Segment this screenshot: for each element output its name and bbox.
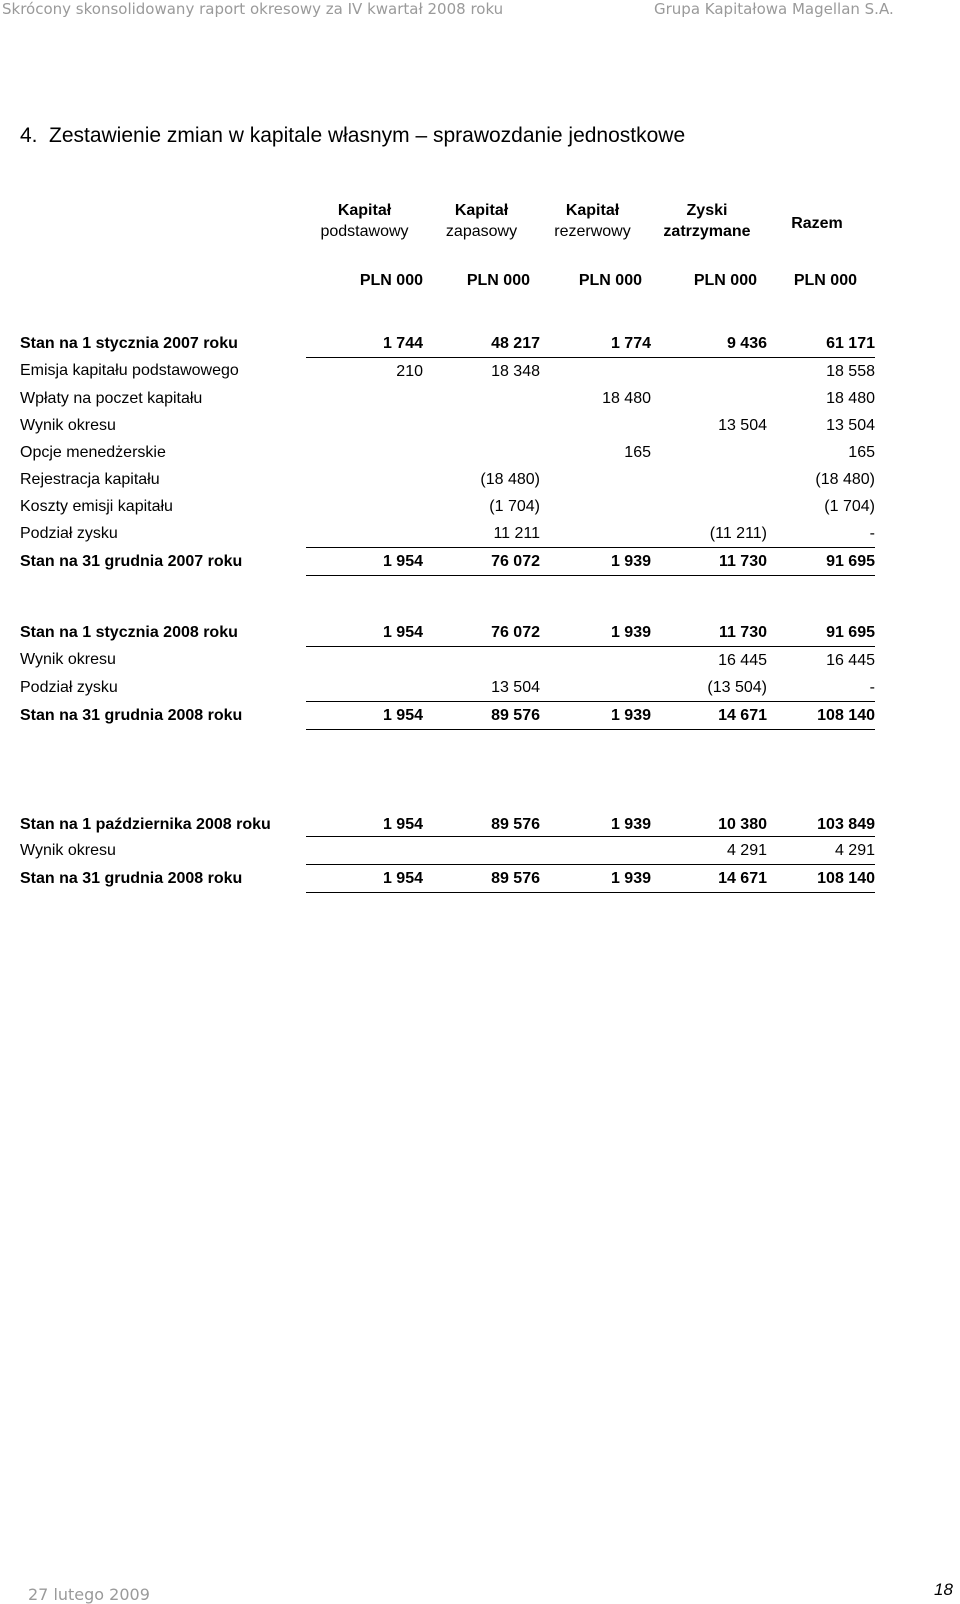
cell-value: 1 939 bbox=[540, 548, 651, 576]
cell-value bbox=[651, 493, 767, 520]
row-label: Podział zysku bbox=[20, 678, 118, 696]
cell-value: 76 072 bbox=[423, 619, 540, 647]
footer-date: 27 lutego 2009 bbox=[28, 1585, 150, 1604]
cell-value bbox=[540, 674, 651, 702]
cell-value: 89 576 bbox=[423, 790, 540, 837]
cell-value bbox=[540, 837, 651, 865]
cell-value bbox=[306, 466, 423, 493]
row-label: Stan na 1 stycznia 2008 roku bbox=[20, 623, 238, 641]
table-row bbox=[20, 466, 875, 493]
cell-value bbox=[651, 358, 767, 386]
table-row bbox=[20, 837, 875, 865]
cell-value bbox=[423, 385, 540, 412]
cell-value: 1 954 bbox=[306, 548, 423, 576]
section-title-text: Zestawienie zmian w kapitale własnym – sprawozdanie jednostkowe bbox=[49, 124, 686, 147]
cell-value: 1 954 bbox=[306, 865, 423, 893]
running-header bbox=[0, 0, 960, 24]
cell-value: 76 072 bbox=[423, 548, 540, 576]
cell-value: 103 849 bbox=[767, 790, 875, 837]
row-label: Koszty emisji kapitału bbox=[20, 497, 173, 515]
table-row bbox=[20, 790, 875, 837]
cell-value: 1 939 bbox=[540, 702, 651, 730]
cell-value: 1 954 bbox=[306, 619, 423, 647]
cell-value: 18 348 bbox=[491, 362, 540, 380]
row-label: Stan na 31 grudnia 2008 roku bbox=[20, 706, 243, 724]
cell-value: 4 291 bbox=[767, 837, 875, 865]
cell-value bbox=[306, 493, 423, 520]
col-header-razem: Razem bbox=[791, 215, 843, 232]
row-label: Stan na 31 grudnia 2008 roku bbox=[20, 869, 243, 887]
cell-value: 89 576 bbox=[423, 702, 540, 730]
cell-value: 16 445 bbox=[826, 651, 875, 669]
cell-value: 18 480 bbox=[602, 389, 651, 407]
cell-value bbox=[540, 358, 651, 386]
cell-value: 1 954 bbox=[306, 790, 423, 837]
cell-value: (11 211) bbox=[651, 520, 767, 548]
cell-value bbox=[306, 674, 423, 702]
equity-table-2007 bbox=[20, 330, 875, 576]
cell-value bbox=[540, 520, 651, 548]
cell-value: 16 445 bbox=[718, 651, 767, 669]
cell-value: 89 576 bbox=[423, 865, 540, 893]
cell-value: 18 558 bbox=[826, 362, 875, 380]
cell-value: 48 217 bbox=[423, 330, 540, 358]
cell-value: (18 480) bbox=[815, 470, 875, 488]
cell-value: 165 bbox=[624, 443, 651, 461]
table-row bbox=[20, 520, 875, 548]
table-row bbox=[20, 647, 875, 675]
row-label: Stan na 1 stycznia 2007 roku bbox=[20, 334, 238, 352]
table-row bbox=[20, 702, 875, 730]
row-label: Stan na 31 grudnia 2007 roku bbox=[20, 552, 243, 570]
cell-value bbox=[423, 837, 540, 865]
cell-value: 1 939 bbox=[540, 865, 651, 893]
row-label: Wynik okresu bbox=[20, 416, 116, 434]
cell-value: 1 939 bbox=[540, 790, 651, 837]
cell-value bbox=[306, 647, 423, 675]
col-unit-5: PLN 000 bbox=[793, 272, 857, 289]
header-report-title: Skrócony skonsolidowany raport okresowy za IV kwartał 2008 roku bbox=[2, 0, 504, 18]
cell-value: 14 671 bbox=[651, 702, 767, 730]
cell-value: 11 211 bbox=[423, 520, 540, 548]
cell-value bbox=[651, 439, 767, 466]
cell-value bbox=[540, 493, 651, 520]
table-row bbox=[20, 619, 875, 647]
col-unit-2: PLN 000 bbox=[466, 272, 530, 289]
col-header-kapital-rezerwowy: Kapitał rezerwowy bbox=[554, 202, 631, 240]
table-row bbox=[20, 548, 875, 576]
cell-value bbox=[306, 412, 423, 439]
row-label: Stan na 1 października 2008 roku bbox=[20, 815, 271, 833]
cell-value: 4 291 bbox=[651, 837, 767, 865]
section-number: 4. bbox=[20, 124, 38, 147]
equity-table-q4-2008 bbox=[20, 790, 875, 893]
cell-value: 1 939 bbox=[540, 619, 651, 647]
table-row bbox=[20, 358, 875, 386]
col-header-zyski-zatrzymane: Zyski zatrzymane bbox=[663, 202, 751, 240]
cell-value: 108 140 bbox=[767, 865, 875, 893]
header-company: Grupa Kapitałowa Magellan S.A. bbox=[654, 0, 894, 18]
table-row bbox=[20, 439, 875, 466]
table-row bbox=[20, 865, 875, 893]
section-title bbox=[20, 124, 940, 148]
cell-value: 14 671 bbox=[651, 865, 767, 893]
row-label: Opcje menedżerskie bbox=[20, 443, 166, 461]
cell-value bbox=[306, 520, 423, 548]
cell-value bbox=[540, 647, 651, 675]
cell-value bbox=[306, 439, 423, 466]
cell-value: (13 504) bbox=[651, 674, 767, 702]
cell-value: 91 695 bbox=[767, 619, 875, 647]
cell-value: 108 140 bbox=[767, 702, 875, 730]
table-row bbox=[20, 412, 875, 439]
cell-value: 165 bbox=[848, 443, 875, 461]
cell-value: - bbox=[767, 674, 875, 702]
cell-value: 13 504 bbox=[826, 416, 875, 434]
cell-value: - bbox=[767, 520, 875, 548]
cell-value: (1 704) bbox=[824, 497, 875, 515]
row-label: Wynik okresu bbox=[20, 841, 116, 859]
table-row bbox=[20, 493, 875, 520]
row-label: Wynik okresu bbox=[20, 651, 116, 669]
cell-value: 9 436 bbox=[651, 330, 767, 358]
cell-value bbox=[423, 647, 540, 675]
cell-value: 11 730 bbox=[651, 548, 767, 576]
row-label: Rejestracja kapitału bbox=[20, 470, 160, 488]
cell-value: 61 171 bbox=[767, 330, 875, 358]
cell-value: 91 695 bbox=[767, 548, 875, 576]
cell-value: 210 bbox=[396, 362, 423, 380]
cell-value: 13 504 bbox=[718, 416, 767, 434]
col-unit-3: PLN 000 bbox=[578, 272, 642, 289]
equity-table-2008 bbox=[20, 619, 875, 730]
table-row bbox=[20, 330, 875, 358]
row-label: Emisja kapitału podstawowego bbox=[20, 362, 239, 380]
cell-value: 1 774 bbox=[540, 330, 651, 358]
row-label: Podział zysku bbox=[20, 524, 118, 542]
cell-value: 18 480 bbox=[826, 389, 875, 407]
cell-value bbox=[423, 412, 540, 439]
col-header-kapital-podstawowy: Kapitał podstawowy bbox=[320, 202, 409, 240]
col-unit-4: PLN 000 bbox=[693, 272, 757, 289]
cell-value bbox=[306, 385, 423, 412]
row-label: Wpłaty na poczet kapitału bbox=[20, 389, 203, 407]
table-row bbox=[20, 385, 875, 412]
cell-value: 11 730 bbox=[651, 619, 767, 647]
cell-value: (18 480) bbox=[480, 470, 540, 488]
page-number: 18 bbox=[934, 1580, 953, 1599]
cell-value bbox=[651, 466, 767, 493]
cell-value bbox=[306, 837, 423, 865]
cell-value bbox=[540, 466, 651, 493]
cell-value bbox=[540, 412, 651, 439]
col-header-kapital-zapasowy: Kapitał zapasowy bbox=[445, 202, 518, 240]
cell-value: 13 504 bbox=[423, 674, 540, 702]
cell-value: 1 744 bbox=[306, 330, 423, 358]
cell-value: 10 380 bbox=[651, 790, 767, 837]
cell-value bbox=[423, 439, 540, 466]
cell-value: 1 954 bbox=[306, 702, 423, 730]
cell-value bbox=[651, 385, 767, 412]
table-row bbox=[20, 674, 875, 702]
col-unit-1: PLN 000 bbox=[359, 272, 423, 289]
cell-value: (1 704) bbox=[489, 497, 540, 515]
